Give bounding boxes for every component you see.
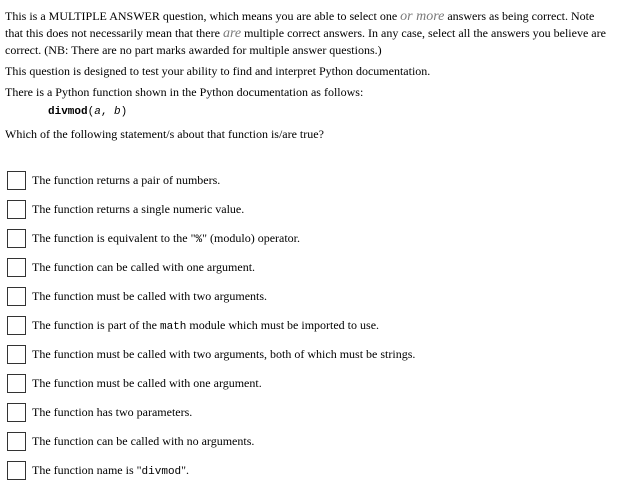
answer-option[interactable] xyxy=(7,369,415,398)
purpose-text: This question is designed to test your ability to find and interpret Python documentation. xyxy=(5,64,431,78)
signature-paren: ( xyxy=(87,106,95,118)
option-checkbox[interactable] xyxy=(7,316,26,335)
instructions-paragraph xyxy=(5,8,611,58)
instructions-text: answers as being correct. Note that this does not necessarily mean that there xyxy=(5,9,595,40)
instructions-text: This is a MULTIPLE ANSWER question, which means you are able to select one xyxy=(5,9,401,23)
option-checkbox[interactable] xyxy=(7,171,26,190)
answer-option[interactable] xyxy=(7,398,415,427)
answer-option[interactable] xyxy=(7,224,415,253)
option-checkbox[interactable] xyxy=(7,432,26,451)
option-label[interactable]: The function must be called with one argument. xyxy=(32,376,262,390)
option-checkbox[interactable] xyxy=(7,374,26,393)
answer-option[interactable] xyxy=(7,456,415,485)
answer-option[interactable] xyxy=(7,311,415,340)
option-label[interactable]: The function returns a pair of numbers. xyxy=(32,173,221,187)
emphasis-are: are xyxy=(222,26,242,41)
option-checkbox[interactable] xyxy=(7,403,26,422)
answer-option[interactable] xyxy=(7,340,415,369)
option-label[interactable]: The function must be called with two arguments. xyxy=(32,289,268,303)
param-a: a xyxy=(94,106,101,118)
option-checkbox[interactable] xyxy=(7,200,26,219)
documentation-intro-text: There is a Python function shown in the Python documentation as follows: xyxy=(5,85,364,99)
emphasis-or-more: or more xyxy=(400,9,445,24)
option-checkbox[interactable] xyxy=(7,461,26,480)
option-label[interactable]: The function can be called with no arguments. xyxy=(32,434,255,448)
question-text: Which of the following statement/s about that function is/are true? xyxy=(5,127,324,141)
function-name: divmod xyxy=(48,106,88,118)
option-label[interactable]: The function returns a single numeric value. xyxy=(32,202,245,216)
option-label[interactable]: The function can be called with one argument. xyxy=(32,260,256,274)
option-label[interactable]: The function has two parameters. xyxy=(32,405,193,419)
answer-option[interactable] xyxy=(7,166,415,195)
option-label[interactable]: The function name is "divmod". xyxy=(32,463,190,478)
option-checkbox[interactable] xyxy=(7,345,26,364)
answer-option[interactable] xyxy=(7,253,415,282)
signature-paren: ) xyxy=(120,106,128,118)
option-checkbox[interactable] xyxy=(7,229,26,248)
question-content xyxy=(5,8,611,148)
option-label[interactable]: The function is part of the math module which must be imported to use. xyxy=(32,318,380,333)
answer-option[interactable] xyxy=(7,195,415,224)
answer-option[interactable] xyxy=(7,427,415,456)
option-label[interactable]: The function is equivalent to the "%" (modulo) operator. xyxy=(32,231,301,246)
function-signature xyxy=(48,102,611,120)
instructions-text: multiple correct answers. In any case, select all the answers you believe are correct. (NB: There are no part marks awarded for multiple answer questions.) xyxy=(5,26,606,57)
signature-separator: , xyxy=(100,106,115,118)
option-checkbox[interactable] xyxy=(7,258,26,277)
answer-options xyxy=(7,166,415,485)
option-checkbox[interactable] xyxy=(7,287,26,306)
answer-option[interactable] xyxy=(7,282,415,311)
option-label[interactable]: The function must be called with two arguments, both of which must be strings. xyxy=(32,347,416,361)
param-b: b xyxy=(114,106,121,118)
